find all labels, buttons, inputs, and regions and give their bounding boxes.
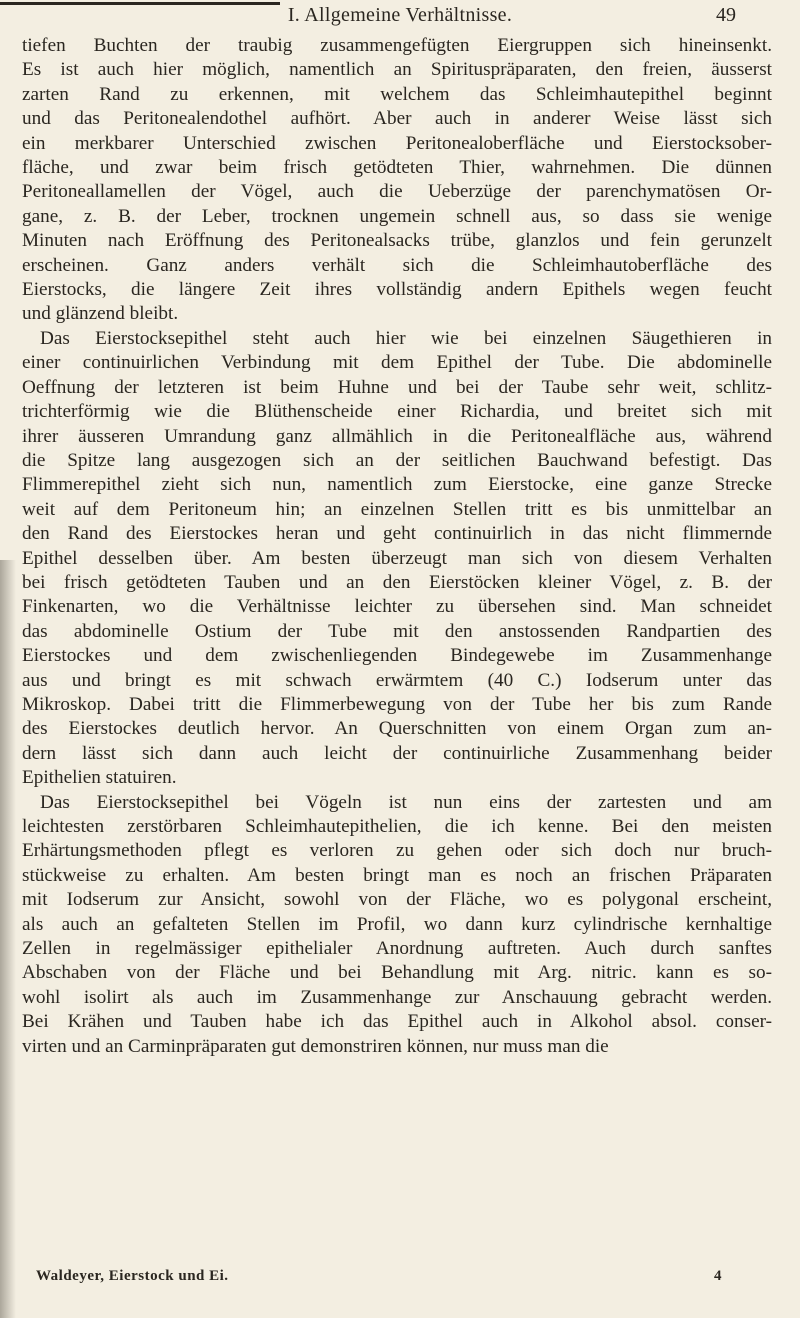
text-line: den Rand des Eierstockes heran und geht continuirlich in das nicht flimmernde — [22, 523, 772, 545]
text-line: Das Eierstocksepithel steht auch hier wie bei einzelnen Säugethieren in — [40, 327, 772, 349]
text-line: tiefen Buchten der traubig zusammengefügten Eiergruppen sich hineinsenkt. — [22, 35, 772, 56]
text-line: virten und an Carminpräparaten gut demonstriren können, nur muss man die — [22, 1035, 609, 1057]
text-line: zarten Rand zu erkennen, mit welchem das Schleimhautepithel beginnt — [22, 83, 772, 105]
text-line: trichterförmig wie die Blüthenscheide einer Richardia, und breitet sich mit — [22, 401, 772, 423]
text-line: die Spitze lang ausgezogen sich an der seitlichen Bauchwand befestigt. Das — [22, 449, 772, 471]
running-header — [0, 0, 800, 34]
text-line: dern lässt sich dann auch leicht der continuirliche Zusammenhang beider — [22, 742, 772, 764]
text-line: des Eierstockes deutlich hervor. An Querschnitten von einem Organ zum an- — [22, 718, 772, 740]
text-line: ihrer äusseren Umrandung ganz allmählich in die Peritonealfläche aus, während — [22, 425, 772, 447]
text-line: Eierstocks, die längere Zeit ihres vollständig andern Epithels wegen feucht — [22, 279, 772, 301]
text-line: und glänzend bleibt. — [22, 303, 179, 325]
text-line: Zellen in regelmässiger epithelialer Anordnung auftreten. Auch durch sanftes — [22, 938, 772, 960]
text-line: Peritoneallamellen der Vögel, auch die Ueberzüge der parenchymatösen Or- — [22, 181, 772, 203]
page-footer — [36, 1268, 722, 1290]
text-line: wohl isolirt als auch im Zusammenhange zur Anschauung gebracht werden. — [22, 986, 772, 1008]
text-line: und das Peritonealendothel aufhört. Aber auch in anderer Weise lässt sich — [22, 108, 772, 130]
signature-mark: Waldeyer, Eierstock und Ei. — [36, 1268, 229, 1284]
text-line: das abdominelle Ostium der Tube mit den anstossenden Randpartien des — [22, 620, 772, 642]
text-line: Bei Krähen und Tauben habe ich das Epithel auch in Alkohol absol. conser- — [22, 1011, 772, 1033]
text-line: Epithelien statuiren. — [22, 767, 177, 789]
body-text — [22, 34, 772, 1059]
text-line: stückweise zu erhalten. Am besten bringt man es noch an frischen Präparaten — [22, 864, 772, 886]
text-line: Epithel desselben über. Am besten überzeugt man sich von diesem Verhalten — [22, 547, 772, 569]
page-number: 49 — [716, 4, 736, 26]
text-line: Erhärtungsmethoden pflegt es verloren zu gehen oder sich doch nur bruch- — [22, 840, 772, 862]
sheet-number: 4 — [714, 1268, 722, 1284]
text-line: Abschaben von der Fläche und bei Behandlung mit Arg. nitric. kann es so- — [22, 962, 772, 984]
binding-shadow — [0, 560, 16, 1318]
text-line: leichtesten zerstörbaren Schleimhautepithelien, die ich kenne. Bei den meisten — [22, 816, 772, 837]
text-line: einer continuirlichen Verbindung mit dem Epithel der Tube. Die abdominelle — [22, 352, 772, 374]
chapter-title: I. Allgemeine Verhältnisse. — [287, 4, 513, 26]
text-line: gane, z. B. der Leber, trocknen ungemein schnell aus, so dass sie wenige — [22, 205, 772, 227]
text-line: Minuten nach Eröffnung des Peritonealsacks trübe, glanzlos und fein gerunzelt — [22, 230, 772, 252]
text-line: Eierstockes und dem zwischenliegenden Bindegewebe im Zusammenhange — [22, 645, 772, 667]
text-line: Finkenarten, wo die Verhältnisse leichter zu übersehen sind. Man schneidet — [22, 596, 772, 618]
text-line: Oeffnung der letzteren ist beim Huhne und bei der Taube sehr weit, schlitz- — [22, 376, 772, 398]
text-line: Flimmerepithel zieht sich nun, namentlich zum Eierstocke, eine ganze Strecke — [22, 474, 772, 496]
text-line: aus und bringt es mit schwach erwärmtem (40 C.) Iodserum unter das — [22, 669, 772, 691]
text-line: Mikroskop. Dabei tritt die Flimmerbewegung von der Tube her bis zum Rande — [22, 693, 772, 715]
text-line: Es ist auch hier möglich, namentlich an Spirituspräparaten, den freien, äusserst — [22, 59, 772, 81]
text-line: bei frisch getödteten Tauben und an den Eierstöcken kleiner Vögel, z. B. der — [22, 571, 772, 593]
text-line: fläche, und zwar beim frisch getödteten Thier, wahrnehmen. Die dünnen — [22, 157, 772, 179]
text-line: weit auf dem Peritoneum hin; an einzelnen Stellen tritt es bis unmittelbar an — [22, 498, 772, 520]
text-line: erscheinen. Ganz anders verhält sich die Schleimhautoberfläche des — [22, 254, 772, 276]
text-line: ein merkbarer Unterschied zwischen Peritonealoberfläche und Eierstocksober- — [22, 132, 772, 154]
text-line: Das Eierstocksepithel bei Vögeln ist nun eins der zartesten und am — [40, 791, 772, 813]
text-line: als auch an gefalteten Stellen im Profil, wo dann kurz cylindrische kernhaltige — [22, 913, 772, 935]
text-line: mit Iodserum zur Ansicht, sowohl von der Fläche, wo es polygonal erscheint, — [22, 889, 772, 911]
